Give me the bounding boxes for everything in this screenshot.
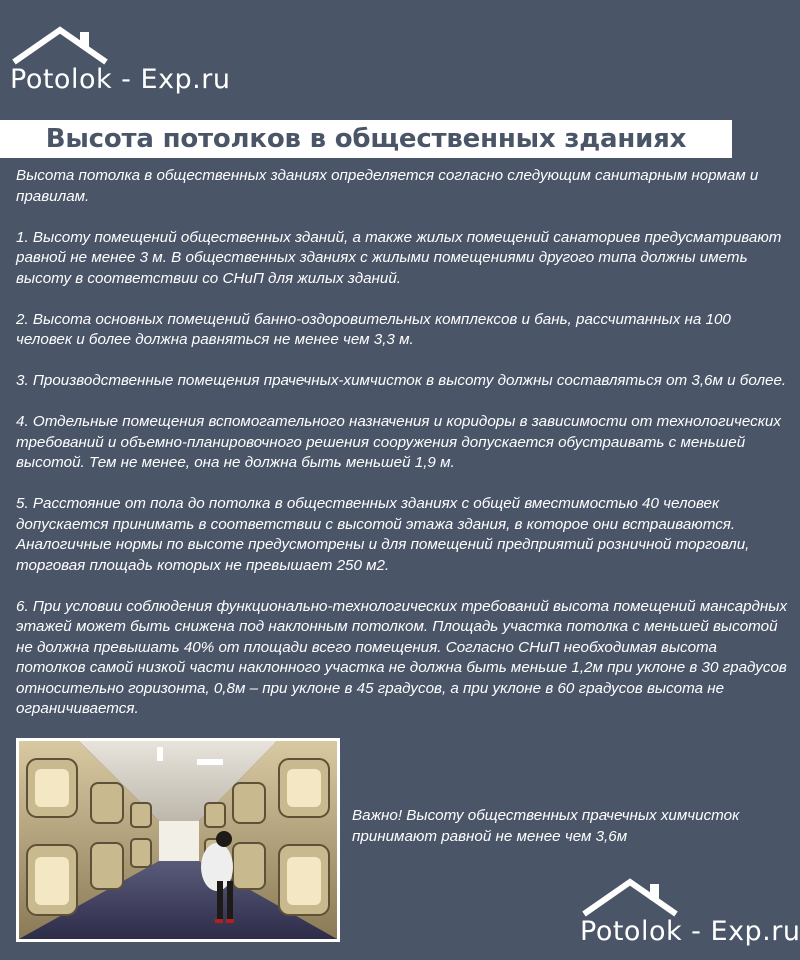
- capsule-corridor-photo: [16, 738, 340, 942]
- paragraph-2: 2. Высота основных помещений банно-оздоровительных комплексов и бань, рассчитанных на 100 человек и более должна равняться не менее чем 3,3 м.: [16, 310, 731, 348]
- site-logo-text: Potolok - Exp.ru: [10, 64, 231, 95]
- page-title: Высота потолков в общественных зданиях: [45, 124, 687, 154]
- site-logo-text-bottom: Potolok - Exp.ru: [580, 916, 800, 947]
- house-roof-icon: [10, 26, 110, 66]
- site-logo[interactable]: [10, 26, 230, 95]
- paragraph-intro: Высота потолка в общественных зданиях определяется согласно следующим санитарным нормам и правилам.: [16, 167, 759, 205]
- paragraph-5: 5. Расстояние от пола до потолка в общественных зданиях с общей вместимостью 40 человек допускается принимать в соответствии с высотой этажа здания, в которое они встраиваются. Аналогичные нормы по высоте предусмотрены и для помещений предприятий розничной торговли, торговая площадь которых не превышает 250 м2.: [16, 495, 750, 574]
- paragraph-4: 4. Отдельные помещения вспомогательного назначения и коридоры в зависимости от технологических требований и объемно-планировочного решения сооружения допускается обустраивать с меньшей высотой. Тем не менее, она не должна быть меньшей 1,9 м.: [16, 413, 781, 471]
- important-note: Важно! Высоту общественных прачечных химчисток принимают равной не менее чем 3,6м: [352, 807, 740, 845]
- article-body: [16, 166, 788, 740]
- paragraph-6: 6. При условии соблюдения функционально-технологических требований высота помещений мансардных этажей может быть снижена под наклонным потолком. Площадь участка потолка с меньшей высотой не должна превышать 40% от площади всего помещения. Согласно СНиП необходимая высота потолков самой низкой части наклонного участка не должна быть меньше 1,2м при уклоне в 30 градусов относительно горизонта, 0,8м – при уклоне в 45 градусов, а при уклоне в 60 градусов высота не ограничивается.: [16, 597, 788, 717]
- title-banner: [0, 120, 732, 158]
- site-logo-bottom[interactable]: [580, 878, 800, 947]
- house-roof-icon: [580, 878, 680, 918]
- paragraph-1: 1. Высоту помещений общественных зданий, а также жилых помещений санаториев предусматривают равной не менее 3 м. В общественных зданиях с жилыми помещениями другого типа должны иметь высоту в соответствии со СНиП для жилых зданий.: [16, 228, 782, 287]
- paragraph-3: 3. Производственные помещения прачечных-химчисток в высоту должны составляться от 3,6м и более.: [16, 372, 787, 389]
